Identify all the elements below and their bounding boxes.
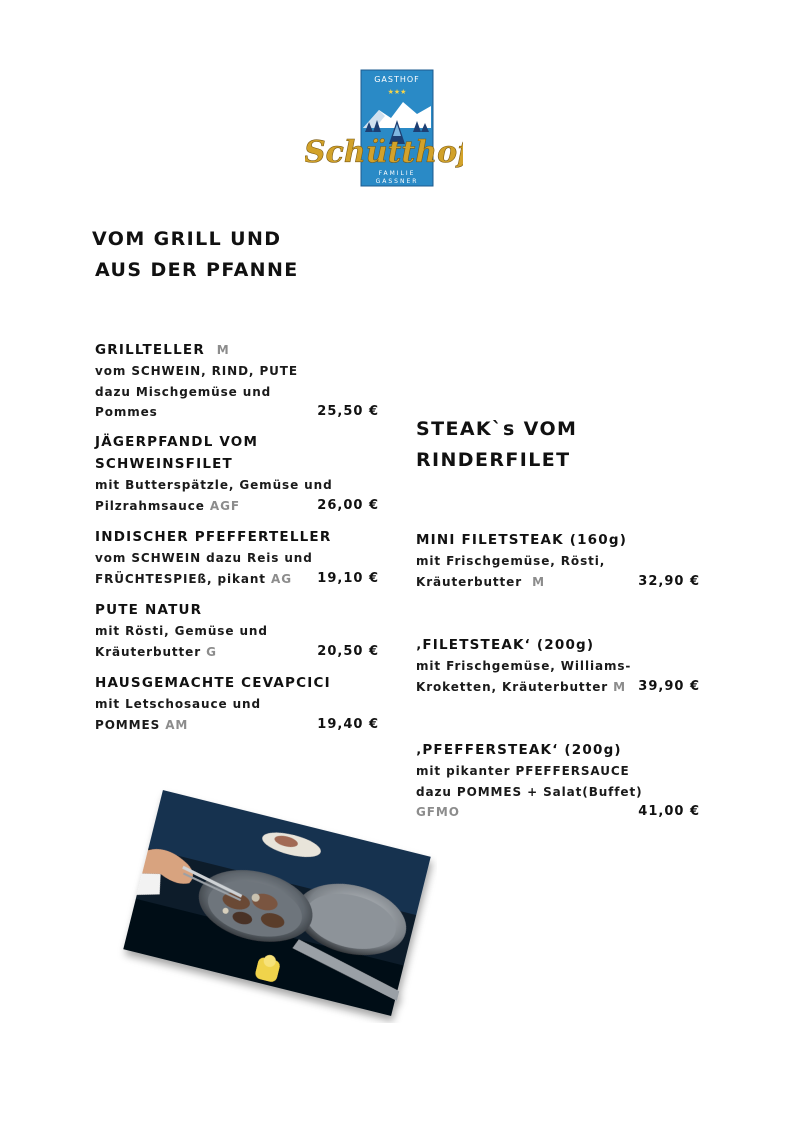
item-name: HAUSGEMACHTE CEVAPCICI (95, 675, 331, 691)
left-title-line-2: AUS DER PFANNE (95, 259, 299, 281)
logo-bottom-text-1: FAMILIE (378, 170, 416, 177)
item-allergen: M (613, 679, 626, 694)
menu-item-grillteller (95, 339, 379, 423)
item-price: 26,00 € (317, 497, 379, 513)
item-desc-line: Pilzrahmsauce (95, 498, 205, 513)
item-desc-line: FRÜCHTESPIEß, pikant (95, 571, 266, 586)
item-allergen: GFMO (416, 805, 460, 819)
item-desc-line: Kräuterbutter (416, 574, 523, 589)
menu-item-jaegerpfandl (95, 431, 379, 516)
left-title-line-1: VOM GRILL UND (92, 228, 282, 250)
item-price: 20,50 € (317, 643, 379, 659)
item-desc-line: vom SCHWEIN, RIND, PUTE (95, 364, 298, 378)
item-name: PUTE NATUR (95, 602, 203, 618)
item-desc-line: mit Frischgemüse, Rösti, (416, 554, 606, 568)
logo-name: Schütthof (305, 135, 463, 170)
item-allergen: M (216, 343, 230, 357)
menu-item-indischer-pfefferteller (95, 526, 379, 589)
item-price: 25,50 € (317, 404, 379, 419)
item-name: ‚PFEFFERSTEAK‘ (200g) (416, 742, 622, 758)
cooking-photo (117, 783, 437, 1023)
item-allergen: AM (165, 717, 189, 732)
menu-item-cevapcici (95, 672, 379, 735)
item-desc-line: mit pikanter PFEFFERSAUCE (416, 764, 630, 778)
item-name: ‚FILETSTEAK‘ (200g) (416, 637, 595, 653)
item-desc-line: Kroketten, Kräuterbutter (416, 679, 609, 694)
item-name: MINI FILETSTEAK (160g) (416, 532, 628, 548)
item-desc-line: POMMES (95, 717, 161, 732)
item-price: 32,90 € (638, 573, 700, 589)
menu-item-pfeffersteak (416, 739, 700, 823)
item-desc-line: Kräuterbutter (95, 644, 202, 659)
item-desc-line: dazu POMMES + Salat(Buffet) (416, 784, 643, 799)
item-price: 41,00 € (638, 804, 700, 819)
item-desc-line: mit Butterspätzle, Gemüse und (95, 478, 333, 492)
item-desc-line: mit Letschosauce und (95, 697, 261, 711)
item-name: GRILLTELLER (95, 342, 205, 358)
logo-top-text: GASTHOF (374, 75, 420, 84)
item-desc-line: vom SCHWEIN dazu Reis und (95, 551, 313, 565)
right-title-line-1: STEAK`s VOM (416, 418, 578, 440)
item-allergen: AGF (209, 498, 240, 513)
menu-item-mini-filetsteak (416, 529, 700, 592)
logo (305, 66, 463, 190)
item-desc-line: mit Frischgemüse, Williams- (416, 659, 632, 673)
menu-item-filetsteak (416, 634, 700, 697)
item-name: INDISCHER PFEFFERTELLER (95, 529, 332, 545)
item-desc-line: Pommes (95, 405, 158, 419)
menu-item-pute-natur (95, 599, 379, 662)
item-price: 19,40 € (317, 716, 379, 732)
item-desc-line: mit Rösti, Gemüse und (95, 624, 268, 638)
item-allergen: AG (271, 571, 292, 586)
right-title-line-2: RINDERFILET (416, 449, 571, 471)
item-price: 19,10 € (317, 570, 379, 586)
item-name: JÄGERPFANDL VOM (95, 434, 259, 450)
item-desc-line: dazu Mischgemüse und (95, 384, 272, 399)
item-name: SCHWEINSFILET (95, 456, 233, 472)
item-price: 39,90 € (638, 678, 700, 694)
item-allergen: G (206, 644, 217, 659)
logo-stars: ★★★ (387, 88, 407, 96)
right-section-title (416, 414, 577, 476)
item-allergen: M (532, 574, 546, 589)
left-section-title (92, 224, 299, 286)
logo-bottom-text-2: GASSNER (375, 178, 419, 185)
